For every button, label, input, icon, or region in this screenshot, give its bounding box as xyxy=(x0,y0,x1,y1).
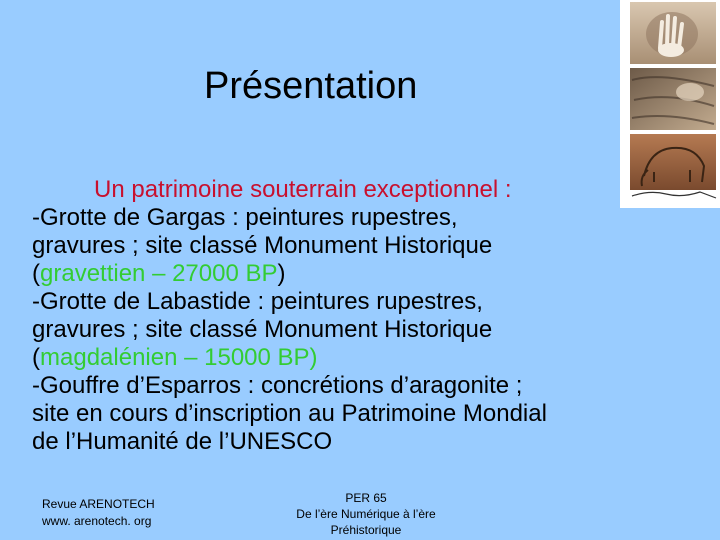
gargas-line-1: -Grotte de Gargas : peintures rupestres, xyxy=(32,204,458,231)
footer-subtitle-1: De l’ère Numérique à l’ère xyxy=(296,507,436,521)
labastide-line-1: -Grotte de Labastide : peintures rupestres, xyxy=(32,288,483,315)
body-text xyxy=(32,176,652,456)
esparros-line-1: -Gouffre d’Esparros : concrétions d’aragonite ; xyxy=(32,372,523,399)
gargas-period: gravettien – 27000 BP xyxy=(40,260,278,287)
footer-center xyxy=(276,490,456,538)
footer-magazine-name: Revue ARENOTECH xyxy=(42,497,155,511)
labastide-line-3 xyxy=(32,344,652,372)
gargas-paren-close: ) xyxy=(277,260,286,287)
labastide-period: magdalénien – 15000 BP) xyxy=(40,344,318,371)
gargas-line-3 xyxy=(32,260,652,288)
esparros-line-2: site en cours d’inscription au Patrimoine Mondial xyxy=(32,400,547,427)
esparros-line-3: de l’Humanité de l’UNESCO xyxy=(32,428,333,455)
footer-per-label: PER 65 xyxy=(345,491,387,505)
slide-title: Présentation xyxy=(204,65,418,107)
gargas-paren-open: ( xyxy=(32,260,40,287)
intro-line: Un patrimoine souterrain exceptionnel : xyxy=(94,176,512,203)
labastide-line-2: gravures ; site classé Monument Historique xyxy=(32,316,493,343)
footer-left xyxy=(42,496,155,530)
footer-subtitle-2: Préhistorique xyxy=(330,523,402,537)
gargas-line-2: gravures ; site classé Monument Historique xyxy=(32,232,493,259)
labastide-paren-open: ( xyxy=(32,344,40,371)
footer-website: www. arenotech. org xyxy=(42,514,152,528)
